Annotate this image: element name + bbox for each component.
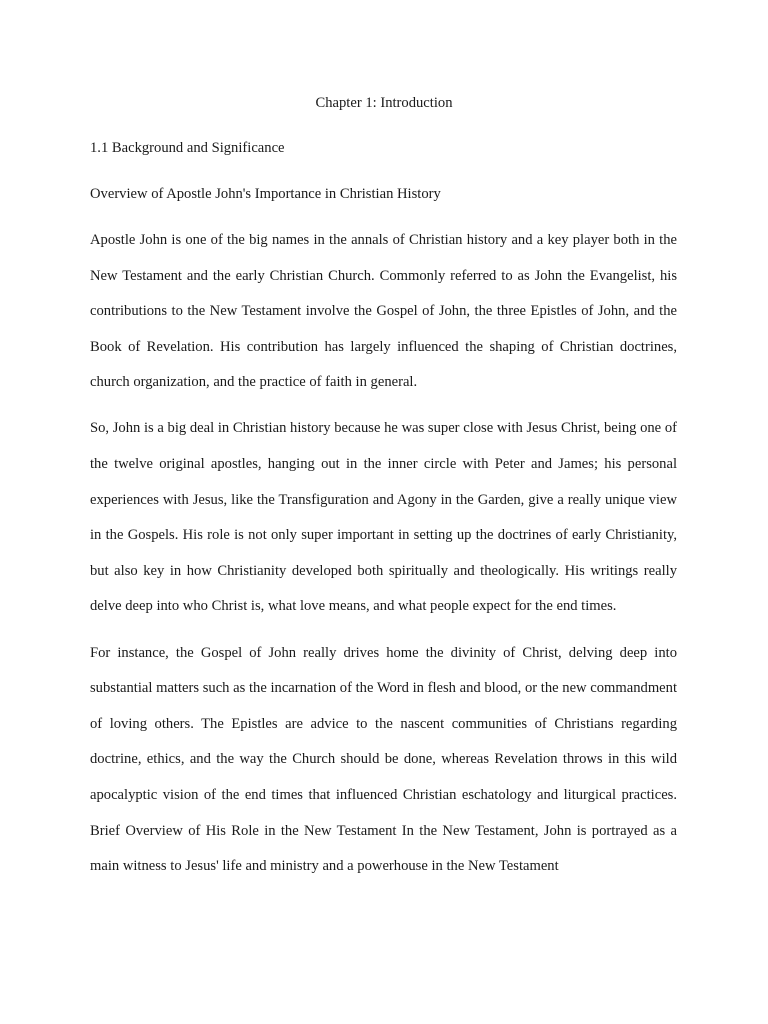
paragraph: Apostle John is one of the big names in the annals of Christian history and a key player both in the New Testament and the early Christian Church. Commonly referred to as John the Evangelist, his contributions to the New Testament involve the Gospel of John, the three Epistles of John, and the Book of Revelation. His contribution has largely influenced the shaping of Christian doctrines, church organization, and the practice of faith in general. [90,232,677,391]
paragraph: For instance, the Gospel of John really drives home the divinity of Christ, delving deep into substantial matters such as the incarnation of the Word in flesh and blood, or the new commandment of loving others. The Epistles are advice to the nascent communities of Christians regarding doctrine, ethics, and the way the Church should be done, whereas Revelation throws in this wild apocalyptic vision of the end times that influenced Christian eschatology and liturgical practices. Brief Overview of His Role in the New Testament In the New Testament, John is portrayed as a main witness to Jesus' life and ministry and a powerhouse in the New Testament [90,644,677,875]
section-heading: 1.1 Background and Significance [90,140,285,156]
body-text [90,223,677,895]
chapter-title: Chapter 1: Introduction [315,95,453,111]
subheading: Overview of Apostle John's Importance in Christian History [90,186,441,202]
paragraph: So, John is a big deal in Christian history because he was super close with Jesus Christ, being one of the twelve original apostles, hanging out in the inner circle with Peter and James; his personal experiences with Jesus, like the Transfiguration and Agony in the Garden, give a really unique view in the Gospels. His role is not only super important in setting up the doctrines of early Christianity, but also key in how Christianity developed both spiritually and theologically. His writings really delve deep into who Christ is, what love means, and what people expect for the end times. [90,420,677,615]
